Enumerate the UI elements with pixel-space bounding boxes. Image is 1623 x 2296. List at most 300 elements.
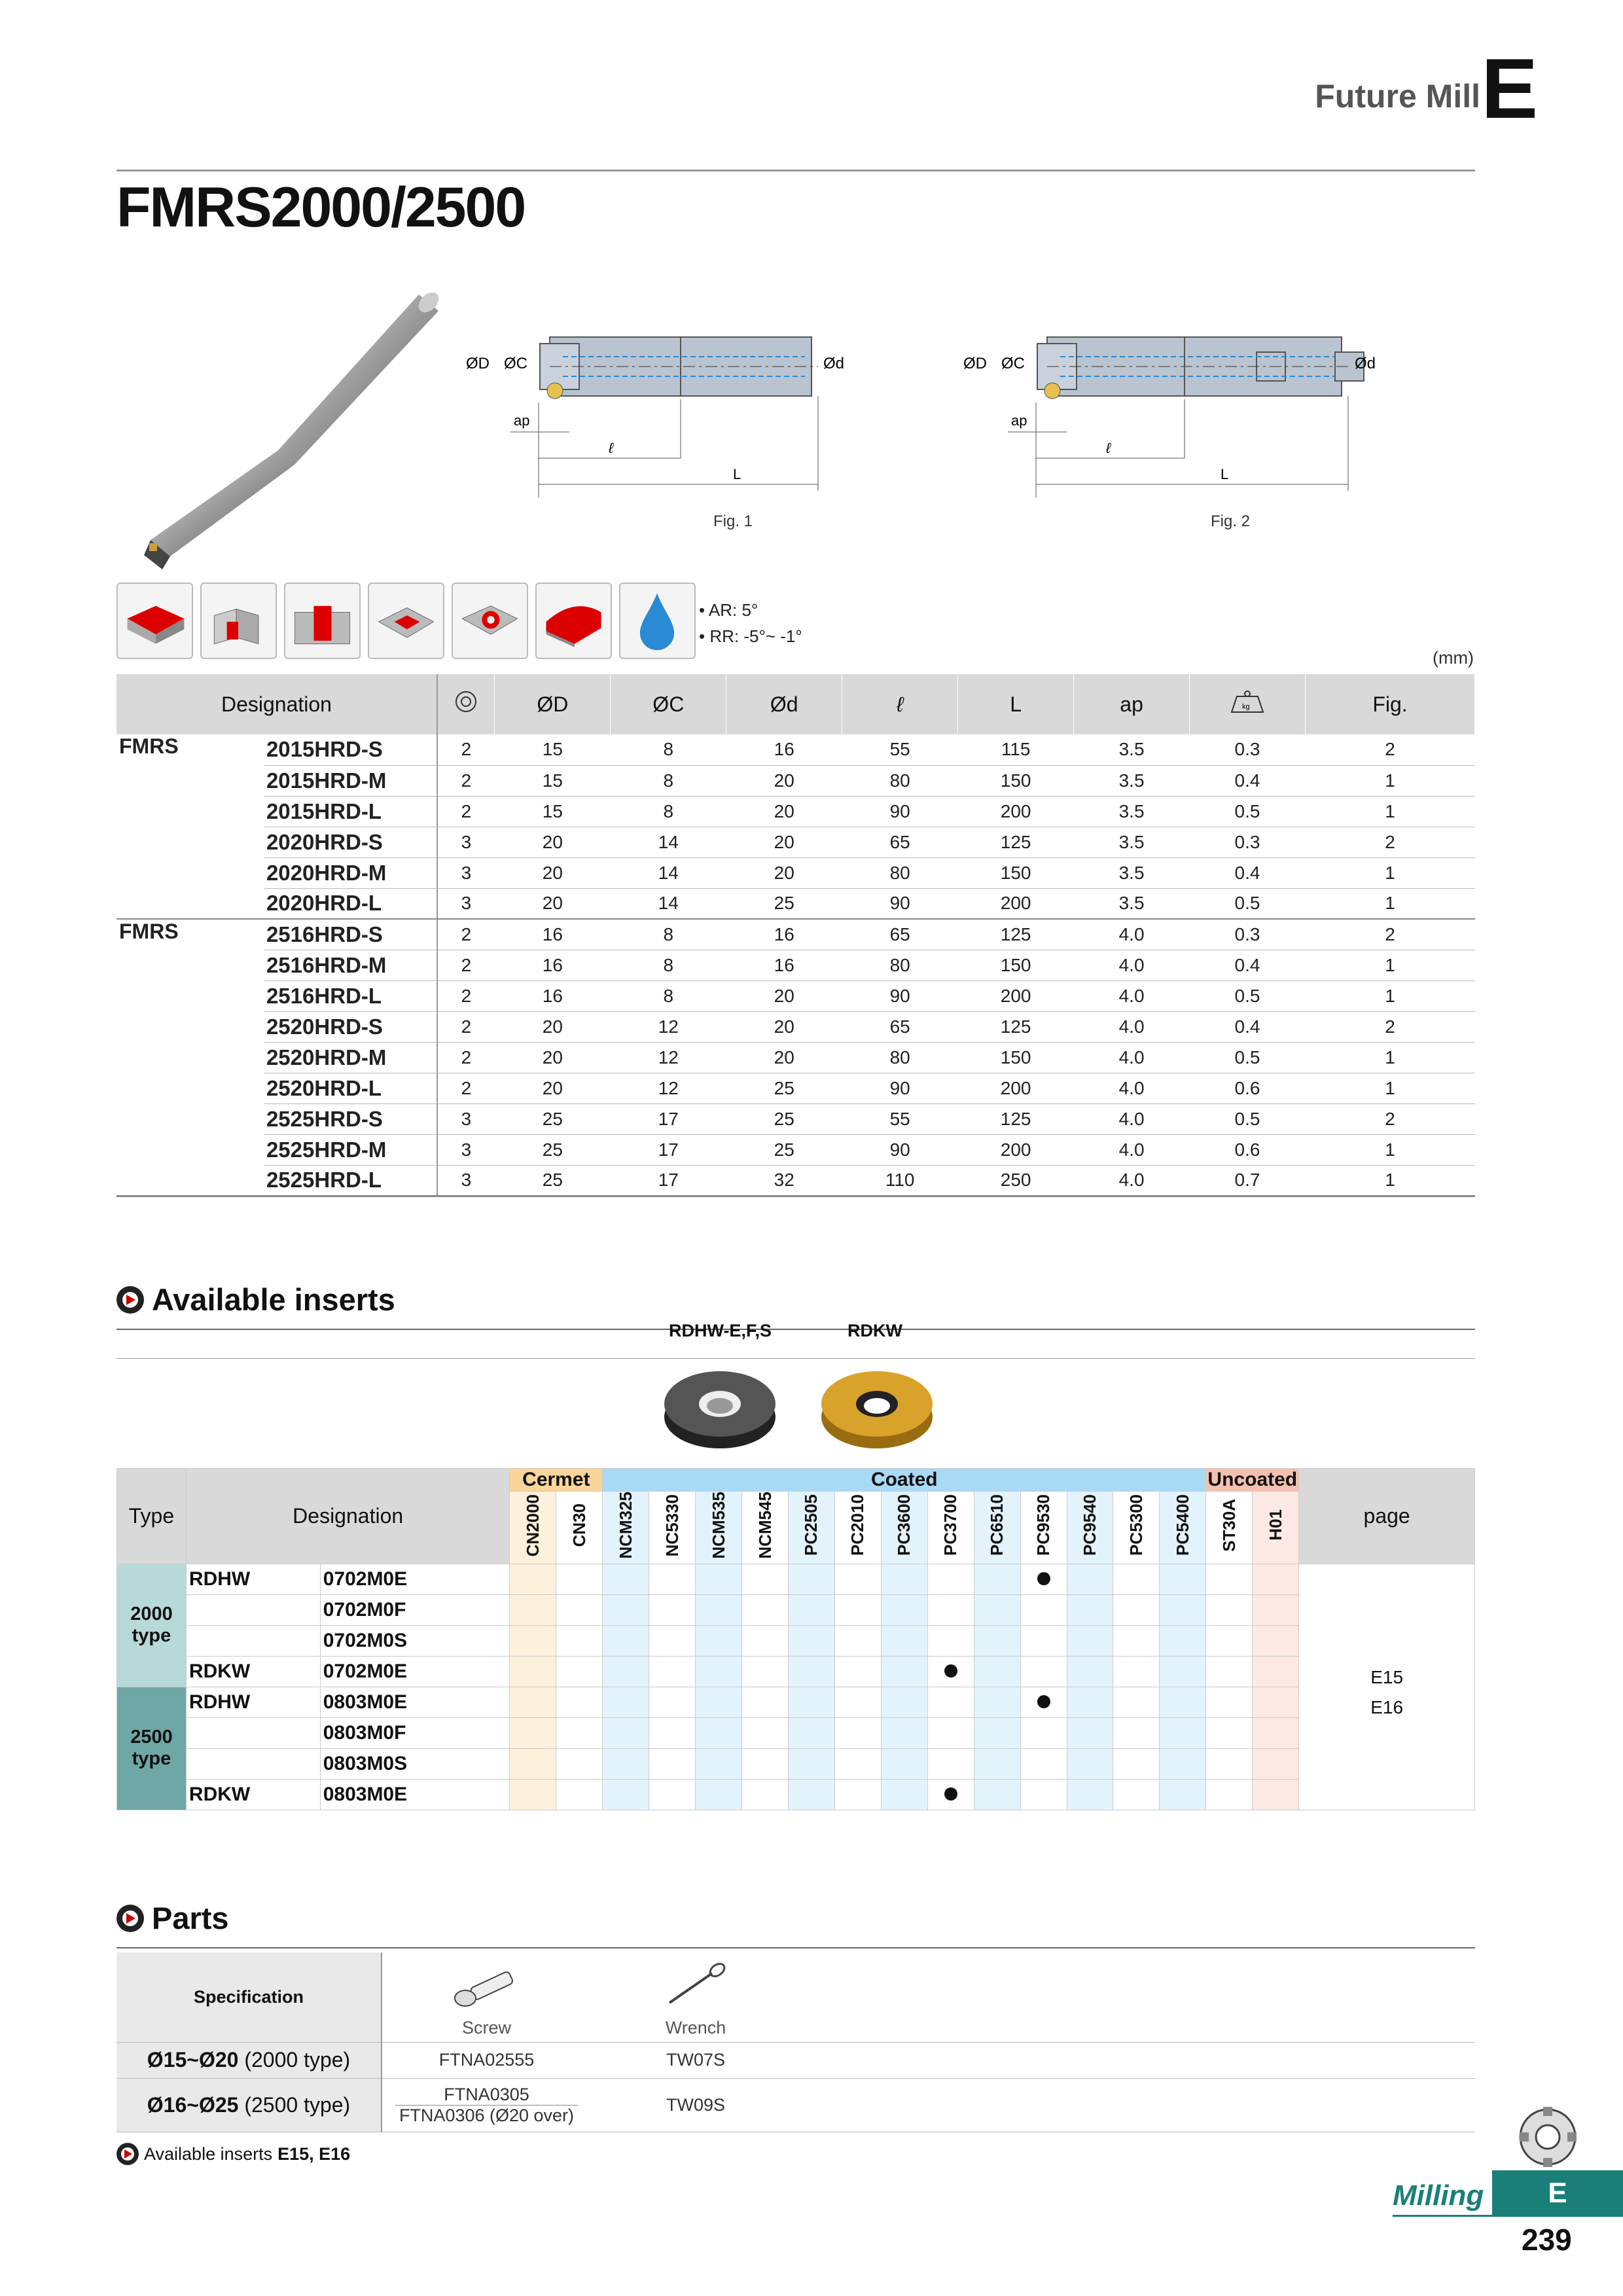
header-divider bbox=[116, 170, 1475, 171]
footer-section-tab[interactable]: E bbox=[1492, 2170, 1623, 2216]
grade-availability-cell bbox=[649, 1594, 696, 1625]
spec-cell: 90 bbox=[842, 1073, 958, 1103]
page-ref-link[interactable]: E16 bbox=[1370, 1696, 1404, 1717]
spec-cell: 2 bbox=[437, 796, 495, 827]
spec-cell: 2 bbox=[437, 1011, 495, 1042]
spec-cell: 3.5 bbox=[1074, 765, 1190, 796]
page-ref-cell bbox=[1299, 1564, 1475, 1810]
available-inserts-heading bbox=[116, 1282, 395, 1318]
cermet-group: Cermet bbox=[510, 1469, 603, 1492]
spec-cell: 8 bbox=[611, 919, 726, 950]
wrench-2500: TW09S bbox=[591, 2078, 800, 2132]
col-page: page bbox=[1299, 1469, 1475, 1564]
grade-availability-cell bbox=[510, 1656, 556, 1687]
dim-l-label: ℓ bbox=[609, 440, 614, 456]
grade-availability-cell bbox=[1020, 1594, 1067, 1625]
spec-cell: 16 bbox=[726, 734, 842, 765]
unit-label: (mm) bbox=[1433, 648, 1474, 668]
grade-label: NCM545 bbox=[755, 1492, 775, 1559]
grade-availability-cell bbox=[834, 1717, 881, 1748]
insert-row bbox=[117, 1717, 1475, 1748]
spec-cell: 65 bbox=[842, 919, 958, 950]
parts-heading bbox=[116, 1900, 229, 1936]
spec-cell: 1 bbox=[1306, 1134, 1475, 1165]
grade-label: PC3700 bbox=[940, 1494, 961, 1556]
spec-cell: 65 bbox=[842, 827, 958, 857]
grade-label: CN30 bbox=[569, 1503, 589, 1547]
grade-availability-cell bbox=[927, 1717, 974, 1748]
spec-cell: 20 bbox=[726, 1042, 842, 1073]
spec-cell: 200 bbox=[958, 796, 1074, 827]
spec-cell: 20 bbox=[495, 1073, 611, 1103]
grade-availability-cell bbox=[974, 1594, 1020, 1625]
grade-availability-cell bbox=[1067, 1656, 1113, 1687]
group-name bbox=[116, 980, 264, 1011]
group-name: FMRS bbox=[119, 920, 179, 943]
teeth-count-icon bbox=[453, 689, 479, 715]
insert-family bbox=[186, 1748, 320, 1779]
spec-cell: 80 bbox=[842, 1042, 958, 1073]
spec-cell: 20 bbox=[726, 765, 842, 796]
grade-header bbox=[974, 1492, 1020, 1564]
designation-cell: 2525HRD-M bbox=[264, 1134, 437, 1165]
grade-availability-cell bbox=[788, 1687, 834, 1717]
grade-availability-cell bbox=[696, 1717, 742, 1748]
spec-cell: 16 bbox=[495, 980, 611, 1011]
spec-cell: 125 bbox=[958, 1103, 1074, 1134]
group-name bbox=[116, 950, 264, 980]
specification-table bbox=[116, 674, 1475, 1197]
spec-cell: 17 bbox=[611, 1103, 726, 1134]
spec-cell: 2 bbox=[437, 1042, 495, 1073]
grade-header bbox=[834, 1492, 881, 1564]
spec-cell: 4.0 bbox=[1074, 919, 1190, 950]
spec-cell: 16 bbox=[726, 950, 842, 980]
page-ref-link[interactable]: E15 bbox=[1370, 1666, 1404, 1687]
spec-cell: 90 bbox=[842, 796, 958, 827]
grade-availability-cell bbox=[1253, 1779, 1299, 1810]
spec-cell: 80 bbox=[842, 950, 958, 980]
grade-label: PC5300 bbox=[1126, 1494, 1146, 1556]
page-number: 239 bbox=[1522, 2223, 1572, 2257]
grade-availability-cell bbox=[788, 1656, 834, 1687]
dim-C-label: ØC bbox=[504, 355, 527, 372]
parts-spec-2500: Ø16~Ø25 (2500 type) bbox=[116, 2078, 382, 2132]
spec-cell: 8 bbox=[611, 796, 726, 827]
spec-cell: 2 bbox=[437, 765, 495, 796]
spec-cell: 3 bbox=[437, 1134, 495, 1165]
spec-cell: 0.5 bbox=[1190, 1042, 1306, 1073]
grade-availability-cell bbox=[1067, 1625, 1113, 1656]
grade-availability-cell bbox=[556, 1564, 603, 1594]
grade-availability-cell bbox=[1113, 1748, 1160, 1779]
designation-cell: 2516HRD-S bbox=[264, 919, 437, 950]
insert-row bbox=[117, 1779, 1475, 1810]
screw-2500-primary: FTNA0305 bbox=[395, 2085, 578, 2106]
group-name bbox=[116, 1134, 264, 1165]
spec-cell: 150 bbox=[958, 857, 1074, 888]
spec-cell: 2 bbox=[437, 1073, 495, 1103]
available-dot bbox=[1037, 1695, 1050, 1708]
grade-availability-cell bbox=[1206, 1564, 1253, 1594]
profiling-icon bbox=[535, 583, 612, 659]
grade-availability-cell bbox=[696, 1779, 742, 1810]
grade-availability-cell bbox=[1160, 1687, 1206, 1717]
spec-cell: 20 bbox=[726, 1011, 842, 1042]
spec-cell: 2 bbox=[1306, 1011, 1475, 1042]
grade-availability-cell bbox=[556, 1625, 603, 1656]
grade-availability-cell bbox=[742, 1717, 789, 1748]
grade-availability-cell bbox=[1067, 1564, 1113, 1594]
grade-availability-cell bbox=[1160, 1717, 1206, 1748]
spec-cell: 3.5 bbox=[1074, 857, 1190, 888]
grade-availability-cell bbox=[788, 1748, 834, 1779]
spec-cell: 2 bbox=[1306, 734, 1475, 765]
grade-header bbox=[649, 1492, 696, 1564]
insert-family: RDHW bbox=[186, 1564, 320, 1594]
grade-availability-cell bbox=[1160, 1779, 1206, 1810]
col-D: ØD bbox=[495, 674, 611, 734]
grade-availability-cell bbox=[510, 1594, 556, 1625]
grade-label: NC5330 bbox=[662, 1494, 682, 1556]
grade-availability-cell bbox=[788, 1594, 834, 1625]
insert-family: RDHW bbox=[186, 1687, 320, 1717]
grade-availability-cell bbox=[1067, 1687, 1113, 1717]
insert-row bbox=[117, 1564, 1475, 1594]
spec-cell: 20 bbox=[726, 796, 842, 827]
designation-cell: 2520HRD-L bbox=[264, 1073, 437, 1103]
grade-availability-cell bbox=[1067, 1717, 1113, 1748]
spec-cell: 3 bbox=[437, 827, 495, 857]
spec-cell: 0.5 bbox=[1190, 980, 1306, 1011]
grade-availability-cell bbox=[649, 1564, 696, 1594]
grade-availability-cell bbox=[927, 1564, 974, 1594]
grade-availability-cell bbox=[881, 1748, 927, 1779]
parts-title: Parts bbox=[152, 1901, 229, 1935]
group-name: FMRS bbox=[119, 734, 179, 758]
spec-row bbox=[116, 796, 1475, 827]
grade-availability-cell bbox=[1253, 1717, 1299, 1748]
designation-cell: 2516HRD-M bbox=[264, 950, 437, 980]
group-name bbox=[116, 888, 264, 919]
grade-availability-cell bbox=[603, 1779, 649, 1810]
spec-cell: 0.5 bbox=[1190, 888, 1306, 919]
spec-row bbox=[116, 980, 1475, 1011]
grade-availability-cell bbox=[556, 1594, 603, 1625]
col-designation: Designation bbox=[116, 674, 437, 734]
grade-availability-cell bbox=[1067, 1748, 1113, 1779]
grade-availability-cell bbox=[1020, 1779, 1067, 1810]
spec-cell: 25 bbox=[726, 1103, 842, 1134]
grade-header bbox=[1253, 1492, 1299, 1564]
spec-cell: 250 bbox=[958, 1165, 1074, 1196]
parts-spec-header: Specification bbox=[116, 1952, 382, 2042]
spec-cell: 4.0 bbox=[1074, 950, 1190, 980]
spec-cell: 4.0 bbox=[1074, 1134, 1190, 1165]
grade-availability-cell bbox=[742, 1625, 789, 1656]
spec-cell: 115 bbox=[958, 734, 1074, 765]
grade-availability-cell bbox=[788, 1779, 834, 1810]
screw-2000: FTNA02555 bbox=[382, 2042, 591, 2078]
type-2500-cell: 2500 type bbox=[117, 1687, 187, 1810]
spec-row bbox=[116, 1042, 1475, 1073]
grade-availability-cell bbox=[649, 1717, 696, 1748]
grade-availability-cell bbox=[1160, 1594, 1206, 1625]
grade-header bbox=[742, 1492, 789, 1564]
spec-cell: 4.0 bbox=[1074, 980, 1190, 1011]
grade-availability-cell bbox=[556, 1656, 603, 1687]
application-icons bbox=[116, 583, 696, 659]
spec-cell: 20 bbox=[495, 1042, 611, 1073]
spec-cell: 3 bbox=[437, 888, 495, 919]
insert-family bbox=[186, 1717, 320, 1748]
spec-cell: 14 bbox=[611, 888, 726, 919]
grade-availability-cell bbox=[1020, 1625, 1067, 1656]
grade-availability-cell bbox=[1113, 1717, 1160, 1748]
grade-availability-cell bbox=[1206, 1625, 1253, 1656]
grade-availability-cell bbox=[510, 1717, 556, 1748]
spec-cell: 20 bbox=[495, 888, 611, 919]
grade-availability-cell bbox=[742, 1564, 789, 1594]
spec-cell: 4.0 bbox=[1074, 1042, 1190, 1073]
grade-availability-cell bbox=[834, 1564, 881, 1594]
grade-label: PC5400 bbox=[1172, 1494, 1192, 1556]
grade-availability-cell bbox=[974, 1625, 1020, 1656]
dim-L-label: L bbox=[1221, 466, 1229, 482]
grade-availability-cell bbox=[927, 1625, 974, 1656]
designation-cell: 2525HRD-S bbox=[264, 1103, 437, 1134]
insert-code: 0803M0S bbox=[320, 1748, 510, 1779]
grade-availability-cell bbox=[510, 1687, 556, 1717]
grade-header bbox=[510, 1492, 556, 1564]
designation-cell: 2015HRD-S bbox=[264, 734, 437, 765]
grade-availability-cell bbox=[556, 1748, 603, 1779]
spec-cell: 8 bbox=[611, 950, 726, 980]
inserts-divider bbox=[116, 1329, 1475, 1330]
grade-availability-cell bbox=[603, 1564, 649, 1594]
group-name bbox=[116, 857, 264, 888]
group-name bbox=[116, 827, 264, 857]
slotting-icon bbox=[284, 583, 361, 659]
wrench-label: Wrench bbox=[665, 2017, 726, 2037]
grade-availability-cell bbox=[1206, 1594, 1253, 1625]
series-title: Future Mill bbox=[1315, 78, 1480, 115]
spec-cell: 1 bbox=[1306, 796, 1475, 827]
group-name bbox=[116, 796, 264, 827]
spec-cell: 25 bbox=[726, 1134, 842, 1165]
grade-availability-cell bbox=[927, 1748, 974, 1779]
spec-cell: 0.4 bbox=[1190, 765, 1306, 796]
spec-cell: 14 bbox=[611, 827, 726, 857]
grade-availability-cell bbox=[649, 1687, 696, 1717]
spec-cell: 16 bbox=[495, 919, 611, 950]
spec-cell: 1 bbox=[1306, 857, 1475, 888]
spec-cell: 4.0 bbox=[1074, 1165, 1190, 1196]
wrench-2000: TW07S bbox=[591, 2042, 800, 2078]
grade-availability-cell bbox=[603, 1717, 649, 1748]
col-L: L bbox=[958, 674, 1074, 734]
screw-label: Screw bbox=[461, 2017, 511, 2037]
grade-header bbox=[927, 1492, 974, 1564]
spec-cell: 17 bbox=[611, 1134, 726, 1165]
grade-availability-cell bbox=[603, 1656, 649, 1687]
footnote-pages[interactable]: E15, E16 bbox=[277, 2144, 351, 2164]
grade-availability-cell bbox=[1253, 1625, 1299, 1656]
grade-availability-cell bbox=[1020, 1748, 1067, 1779]
insert-code: 0702M0S bbox=[320, 1625, 510, 1656]
grade-availability-cell bbox=[649, 1625, 696, 1656]
spec-cell: 3 bbox=[437, 857, 495, 888]
grade-availability-cell bbox=[556, 1779, 603, 1810]
designation-cell: 2020HRD-M bbox=[264, 857, 437, 888]
grade-header bbox=[1206, 1492, 1253, 1564]
spec-cell: 90 bbox=[842, 888, 958, 919]
grade-availability-cell bbox=[1113, 1687, 1160, 1717]
spec-cell: 125 bbox=[958, 919, 1074, 950]
insert-row bbox=[117, 1687, 1475, 1717]
spec-cell: 0.6 bbox=[1190, 1134, 1306, 1165]
grade-label: ST30A bbox=[1219, 1498, 1239, 1552]
designation-cell: 2020HRD-S bbox=[264, 827, 437, 857]
designation-cell: 2015HRD-M bbox=[264, 765, 437, 796]
grade-availability-cell bbox=[927, 1687, 974, 1717]
grade-availability-cell bbox=[927, 1779, 974, 1810]
spec-cell: 12 bbox=[611, 1042, 726, 1073]
grade-availability-cell bbox=[834, 1656, 881, 1687]
dim-d-label: Ød bbox=[823, 355, 845, 372]
spec-cell: 0.5 bbox=[1190, 1103, 1306, 1134]
spec-cell: 150 bbox=[958, 765, 1074, 796]
grade-label: PC9530 bbox=[1033, 1494, 1054, 1556]
grade-availability-cell bbox=[696, 1656, 742, 1687]
footer-line bbox=[1393, 2215, 1623, 2217]
spec-cell: 80 bbox=[842, 857, 958, 888]
designation-cell: 2516HRD-L bbox=[264, 980, 437, 1011]
spec-cell: 1 bbox=[1306, 950, 1475, 980]
available-dot bbox=[944, 1787, 957, 1801]
grade-header bbox=[696, 1492, 742, 1564]
grade-availability-cell bbox=[1067, 1779, 1113, 1810]
insert-family bbox=[186, 1625, 320, 1656]
col-fig: Fig. bbox=[1306, 674, 1475, 734]
spec-row bbox=[116, 827, 1475, 857]
grade-availability-cell bbox=[510, 1564, 556, 1594]
col-d: Ød bbox=[726, 674, 842, 734]
type-2000-cell: 2000 type bbox=[117, 1564, 187, 1687]
grade-availability-cell bbox=[1113, 1594, 1160, 1625]
col-type: Type bbox=[117, 1469, 187, 1564]
rdhw-insert-image bbox=[658, 1355, 782, 1453]
spec-cell: 15 bbox=[495, 734, 611, 765]
grade-availability-cell bbox=[974, 1748, 1020, 1779]
grade-availability-cell bbox=[1253, 1748, 1299, 1779]
section-letter: E bbox=[1481, 41, 1538, 136]
spec-cell: 0.4 bbox=[1190, 857, 1306, 888]
grade-label: H01 bbox=[1265, 1509, 1285, 1541]
footer-category: Milling bbox=[1393, 2179, 1484, 2212]
insert-code: 0803M0E bbox=[320, 1687, 510, 1717]
insert-name-rdkw: RDKW bbox=[847, 1321, 902, 1340]
insert-code: 0803M0E bbox=[320, 1779, 510, 1810]
grade-availability-cell bbox=[881, 1717, 927, 1748]
grade-availability-cell bbox=[556, 1687, 603, 1717]
spec-cell: 125 bbox=[958, 1011, 1074, 1042]
grade-availability-cell bbox=[927, 1656, 974, 1687]
grade-availability-cell bbox=[974, 1717, 1020, 1748]
shoulder-milling-icon bbox=[200, 583, 277, 659]
spec-cell: 20 bbox=[495, 1011, 611, 1042]
spec-cell: 14 bbox=[611, 857, 726, 888]
application-notes bbox=[699, 597, 802, 649]
coolant-drop-icon bbox=[619, 583, 696, 659]
insert-family: RDKW bbox=[186, 1656, 320, 1687]
designation-cell: 2020HRD-L bbox=[264, 888, 437, 919]
spec-cell: 20 bbox=[726, 827, 842, 857]
pocketing-icon bbox=[368, 583, 444, 659]
col-teeth bbox=[437, 674, 495, 734]
grade-availability-cell bbox=[1253, 1594, 1299, 1625]
grade-availability-cell bbox=[1206, 1779, 1253, 1810]
dim-C-label: ØC bbox=[1001, 355, 1025, 372]
col-l: ℓ bbox=[842, 674, 958, 734]
grade-availability-cell bbox=[974, 1656, 1020, 1687]
col-C: ØC bbox=[611, 674, 726, 734]
dim-l-label: ℓ bbox=[1106, 440, 1111, 456]
radial-rake-note: • RR: -5°~ -1° bbox=[699, 626, 802, 646]
grade-availability-cell bbox=[696, 1594, 742, 1625]
spec-cell: 1 bbox=[1306, 1073, 1475, 1103]
grade-availability-cell bbox=[974, 1779, 1020, 1810]
grade-availability-cell bbox=[881, 1594, 927, 1625]
grade-availability-cell bbox=[1206, 1656, 1253, 1687]
grade-availability-cell bbox=[742, 1656, 789, 1687]
grade-availability-cell bbox=[742, 1594, 789, 1625]
spec-cell: 20 bbox=[726, 857, 842, 888]
spec-row bbox=[116, 1011, 1475, 1042]
insert-row bbox=[117, 1594, 1475, 1625]
specification-rows bbox=[116, 734, 1475, 1196]
col-weight bbox=[1190, 674, 1306, 734]
group-name bbox=[116, 1011, 264, 1042]
spec-row bbox=[116, 1103, 1475, 1134]
spec-cell: 2 bbox=[1306, 919, 1475, 950]
fig1-caption: Fig. 1 bbox=[713, 512, 753, 530]
grade-availability-cell bbox=[603, 1594, 649, 1625]
spec-cell: 3 bbox=[437, 1103, 495, 1134]
designation-cell: 2525HRD-L bbox=[264, 1165, 437, 1196]
spec-row bbox=[116, 919, 1475, 950]
spec-cell: 0.3 bbox=[1190, 734, 1306, 765]
grade-availability-cell bbox=[696, 1625, 742, 1656]
spec-cell: 8 bbox=[611, 734, 726, 765]
screw-icon bbox=[451, 1960, 523, 2013]
inserts-divider-2 bbox=[116, 1358, 1475, 1359]
footnote-arrow-icon bbox=[116, 2143, 139, 2165]
spec-row bbox=[116, 1073, 1475, 1103]
milling-cutter-icon bbox=[1517, 2104, 1579, 2170]
spec-cell: 55 bbox=[842, 734, 958, 765]
spec-cell: 0.4 bbox=[1190, 1011, 1306, 1042]
spec-cell: 1 bbox=[1306, 888, 1475, 919]
available-dot bbox=[1037, 1572, 1050, 1585]
grade-availability-cell bbox=[788, 1625, 834, 1656]
grade-header bbox=[881, 1492, 927, 1564]
spec-cell: 20 bbox=[495, 827, 611, 857]
grade-header bbox=[1113, 1492, 1160, 1564]
grade-availability-cell bbox=[1160, 1564, 1206, 1594]
spec-cell: 90 bbox=[842, 980, 958, 1011]
grade-availability-cell bbox=[834, 1779, 881, 1810]
